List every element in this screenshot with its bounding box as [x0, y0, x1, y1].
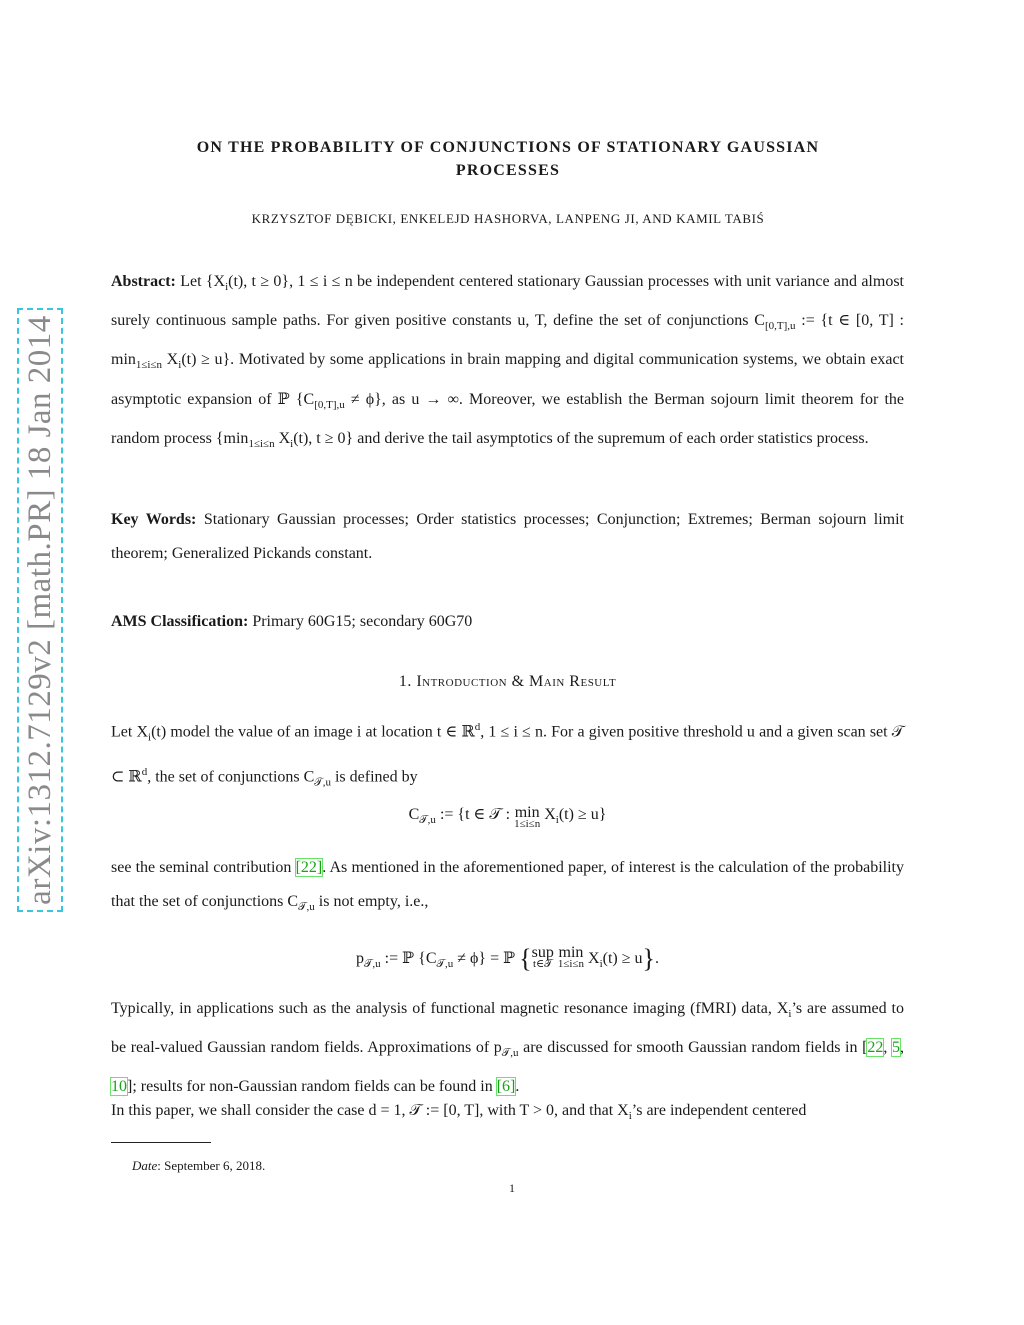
min-operator: min 1≤i≤n — [514, 804, 541, 830]
abstract-label: Abstract: — [111, 273, 176, 290]
title-line-1: ON THE PROBABILITY OF CONJUNCTIONS OF STATIONARY GAUSSIAN — [196, 139, 820, 156]
intro-paragraph-1: Let $X_i(t)$ model the value of an image i at location t ∈ ℝ$^d$, 1 ≤ i ≤ n. For a given positive threshold u and a given scan set 𝒯 ⊂ ℝ$^d$, the set of conjunctions $C_{𝒯,u}$ is defined by — [111, 721, 904, 789]
intro-paragraph-3: Typically, in applications such as the analysis of functional magnetic resonance imaging (fMRI) data, $X_i’s$ are assumed to be real-valued Gaussian random fields. Approximations of $p_{𝒯,u}$ are discussed for smooth Gaussian random fields in [22, 5, 10]; results for non-Gaussian random fields can be found in [6]. — [111, 1000, 905, 1096]
equation-probability: $p_{𝒯,u}$ := ℙ $\{C_{𝒯,u} \ne \phi\}$ = ℙ {sup t∈𝒯 min 1≤i≤n $X_i(t) \ge u$}. — [355, 944, 660, 973]
citation-22b[interactable]: 22 — [867, 1039, 884, 1057]
ams-label: AMS Classification: — [111, 613, 249, 630]
min-operator-2: min 1≤i≤n — [557, 944, 585, 970]
footnote-rule — [111, 1142, 211, 1143]
citation-5[interactable]: 5 — [892, 1039, 901, 1057]
arxiv-stamp[interactable]: arXiv:1312.7129v2 [math.PR] 18 Jan 2014 — [22, 315, 58, 905]
ams-text: Primary 60G15; secondary 60G70 — [252, 613, 473, 630]
citation-10[interactable]: 10 — [111, 1078, 127, 1096]
citation-6[interactable]: [6] — [496, 1078, 516, 1096]
intro-paragraph-4: In this paper, we shall consider the case d = 1, 𝒯 := [0, T], with T > 0, and that $X_i’s$ are independent centered — [111, 1102, 807, 1123]
keywords-label: Key Words: — [111, 511, 197, 528]
equation-conjunction-set: $C_{𝒯,u}$ := {t ∈ 𝒯 : min 1≤i≤n $X_i(t) \ge u$} — [408, 804, 607, 830]
sup-operator: sup t∈𝒯 — [531, 944, 554, 970]
section-heading: 1. Introduction & Main Result — [398, 673, 617, 690]
footnote-date: Date: September 6, 2018. — [132, 1158, 266, 1173]
citation-22[interactable]: [22] — [295, 859, 323, 876]
keywords — [111, 503, 904, 571]
ams-classification — [111, 605, 904, 639]
abstract: Abstract: Let {$X_i(t)$, t ≥ 0}, 1 ≤ i ≤ n be independent centered stationary Gaussian processes with unit variance and almost surely continuous sample paths. For given positive constants u, T, define the set of conjunctions $C_{[0,T],u}$ := {t ∈ [0, T] : $\min_{1\le i\le n} X_i(t) \ge u$}. Motivated by some applications in brain mapping and digital communication systems, we obtain exact asymptotic expansion of ℙ $\{C_{[0,T],u} \ne \phi\}$, as u → ∞. Moreover, we establish the Berman sojourn limit theorem for the random process {$\min_{1\le i\le n}$ $X_i(t)$, t ≥ 0} and derive the tail asymptotics of the supremum of each order statistics process. — [111, 273, 905, 450]
keywords-text: Stationary Gaussian processes; Order statistics processes; Conjunction; Extremes; Berman sojourn limit theorem; Generalized Pickands constant. — [111, 511, 905, 562]
page-number: 1 — [509, 1181, 515, 1195]
intro-paragraph-2: see the seminal contribution [22]. As mentioned in the aforementioned paper, of interest is the calculation of the probability that the set of conjunctions $C_{𝒯,u}$ is not empty, i.e., — [111, 859, 905, 914]
author-list: KRZYSZTOF DĘBICKI, ENKELEJD HASHORVA, LANPENG JI, AND KAMIL TABIŚ — [251, 211, 765, 226]
title-line-2: PROCESSES — [455, 162, 561, 179]
paper-title — [112, 136, 904, 182]
